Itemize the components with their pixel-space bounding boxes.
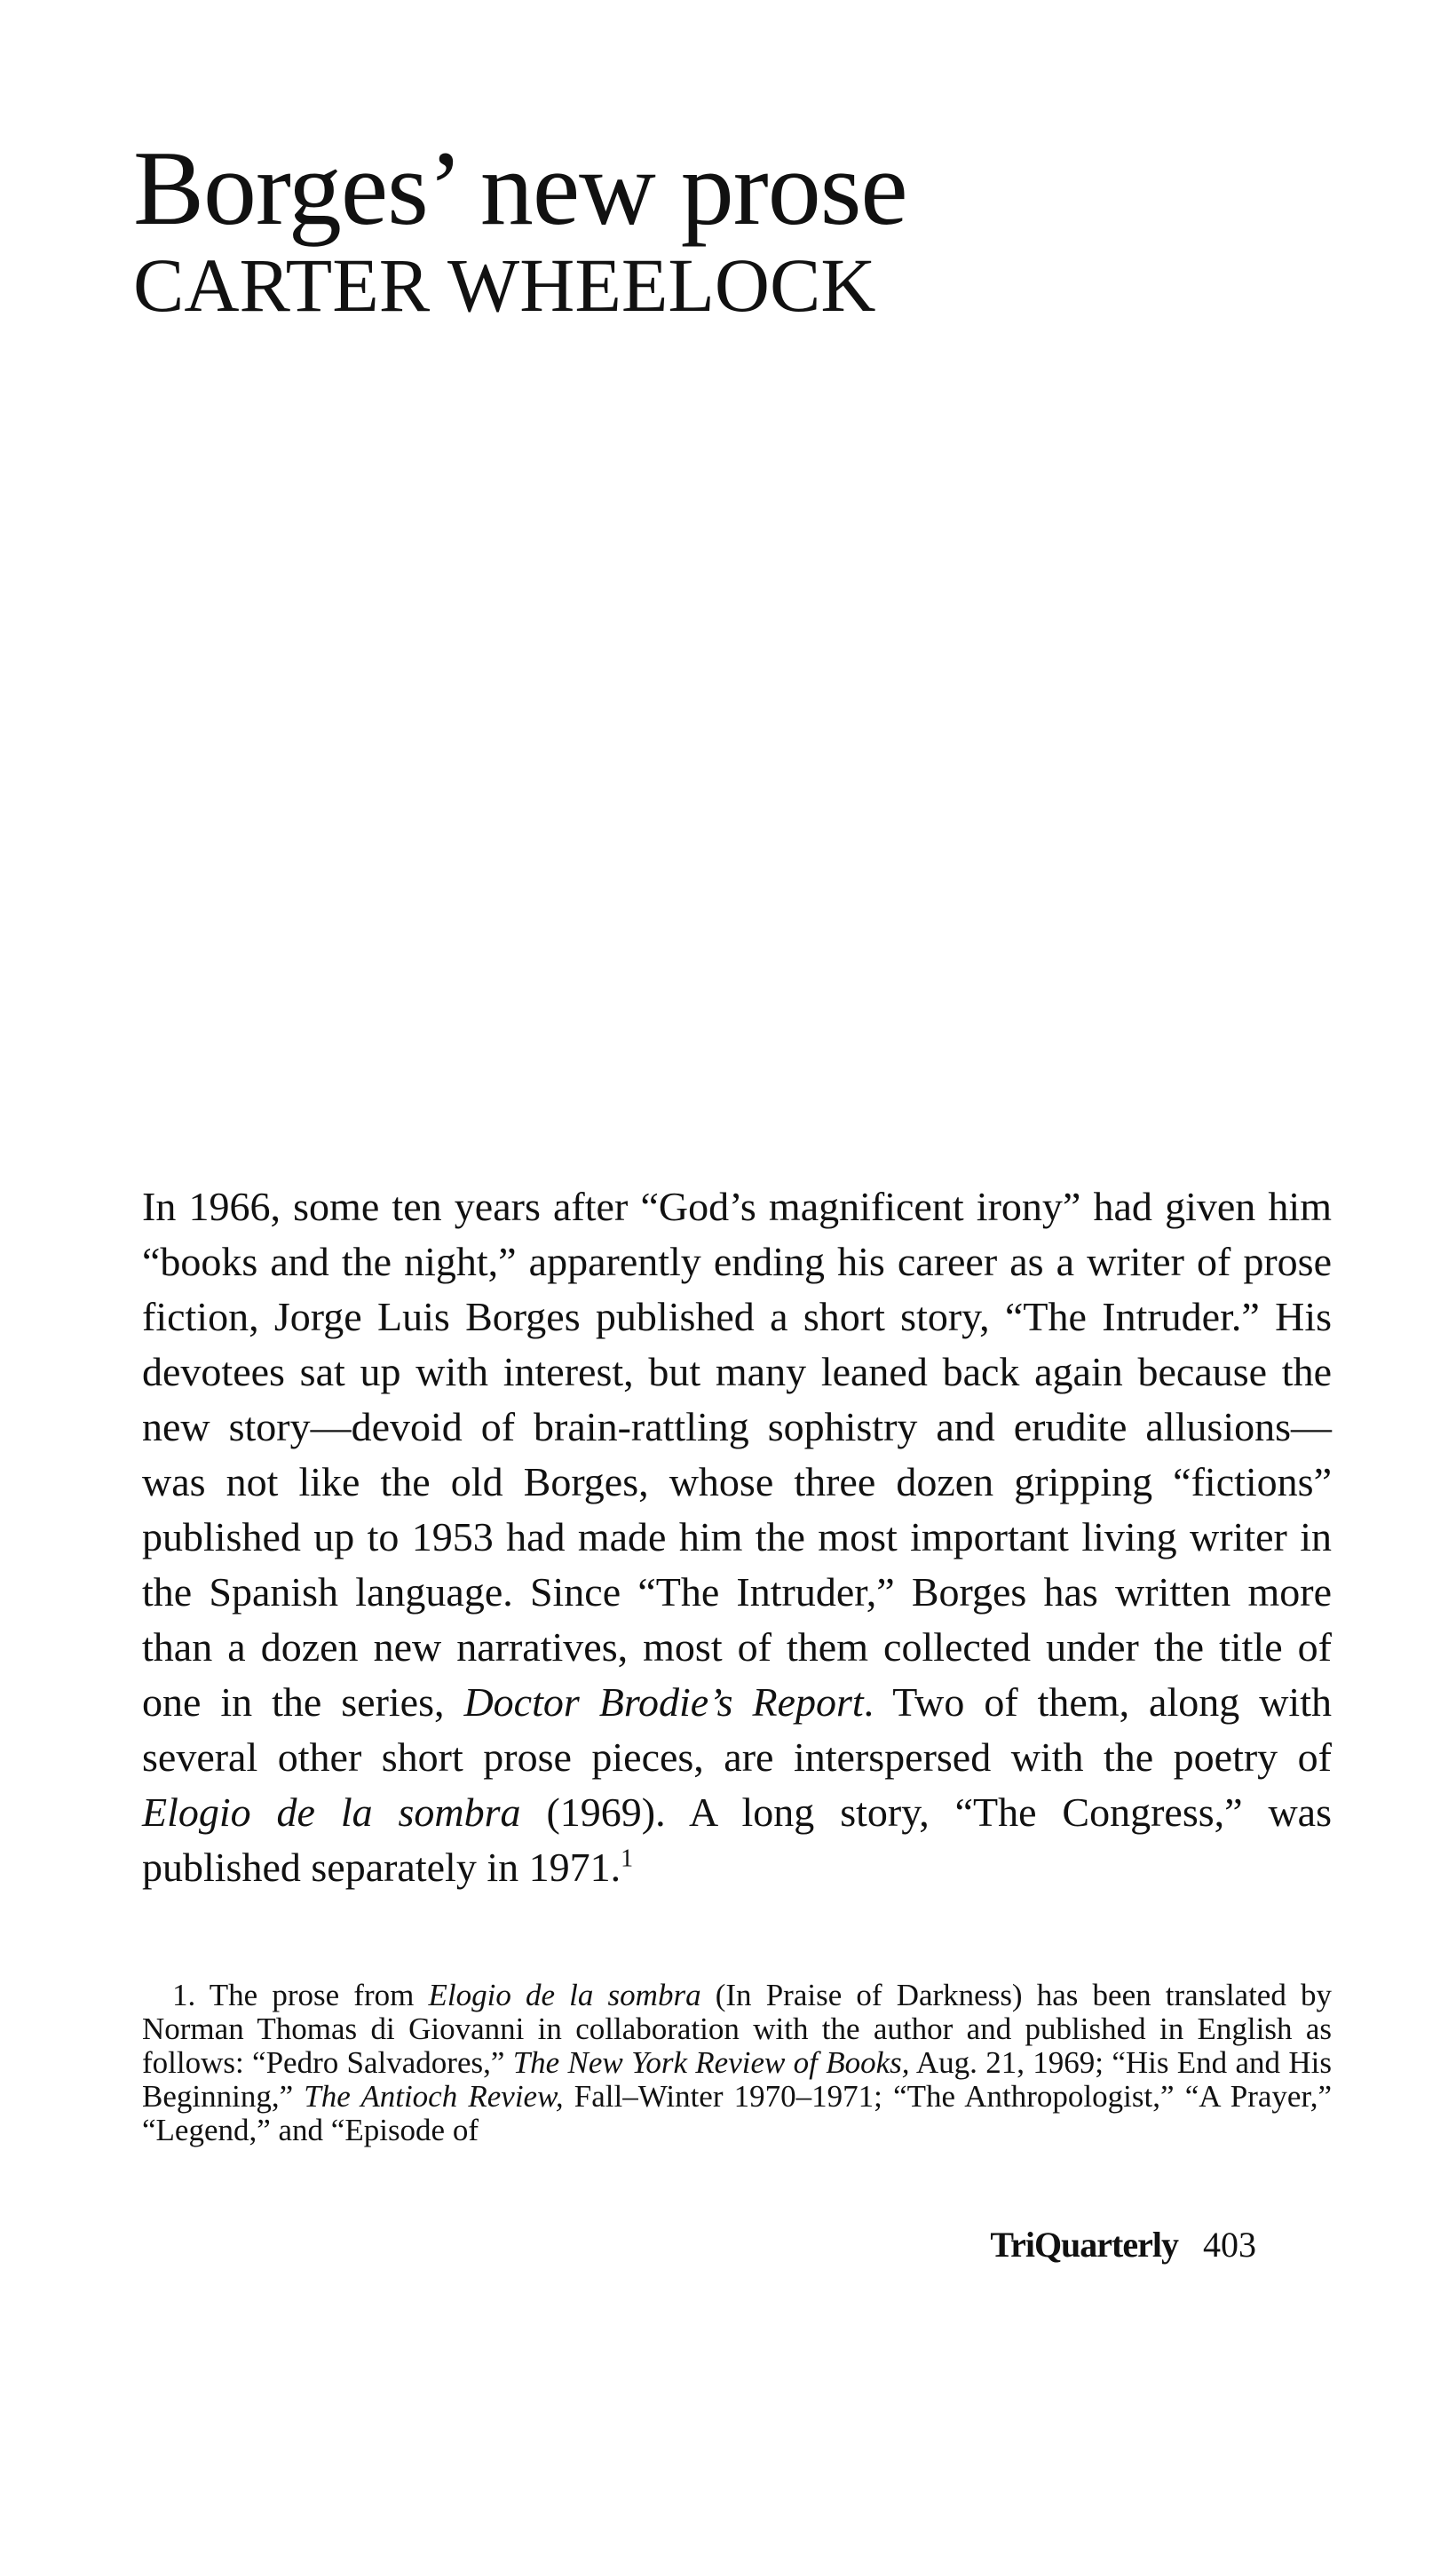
footnote-italic: The Antioch Review, [304,2079,564,2114]
body-text-segment: . Two of them, along with several other short prose pieces, are interspersed with the poetry of [142,1679,1332,1780]
footnote-text-segment: Fall–Winter 1970–1971; “The Anthropologist,” “A Prayer,” “Legend,” and “Episode of [142,2079,1332,2147]
footnote-text-segment: Aug. 21, 1969; “His End and His Beginning,” [142,2045,1332,2114]
body-paragraph [142,1179,1332,1895]
book-title: Elogio de la sombra [142,1789,521,1835]
article-author: CARTER WHEELOCK [133,242,876,328]
article-title: Borges’ new prose [133,129,907,247]
footnote-reference[interactable]: 1 [621,1845,634,1873]
footnote-text-segment: (In Praise of Darkness) has been translated by Norman Thomas di Giovanni in collaboration with the author and published in English as follows: “Pedro Salvadores,” [142,1978,1332,2080]
book-title: Doctor Brodie’s Report [463,1679,864,1725]
footnote-italic: The New York Review of Books, [512,2045,910,2080]
journal-name: TriQuarterly [990,2225,1178,2265]
footnote-italic: Elogio de la sombra [428,1978,701,2012]
running-footer [954,2227,1256,2263]
footnote [142,1979,1332,2147]
body-text-segment: In 1966, some ten years after “God’s magnificent irony” had given him “books and the night,” apparently ending his career as a writer of prose fiction, Jorge Luis Borges published a short story, “The Intruder.” His devotees sat up with interest, but many leaned back again because the new story—devoid of brain-rattling sophistry and erudite allusions—was not like the old Borges, whose three dozen gripping “fictions” published up to 1953 had made him the most important living writer in the Spanish language. Since “The Intruder,” Borges has written more than a dozen new narratives, most of them collected under the title of one in the series, [142,1184,1332,1725]
page-number: 403 [1203,2225,1256,2265]
body-text-segment: (1969). A long story, “The Congress,” was published separately in 1971. [142,1789,1332,1890]
footnote-text-segment: 1. The prose from [172,1978,429,2012]
